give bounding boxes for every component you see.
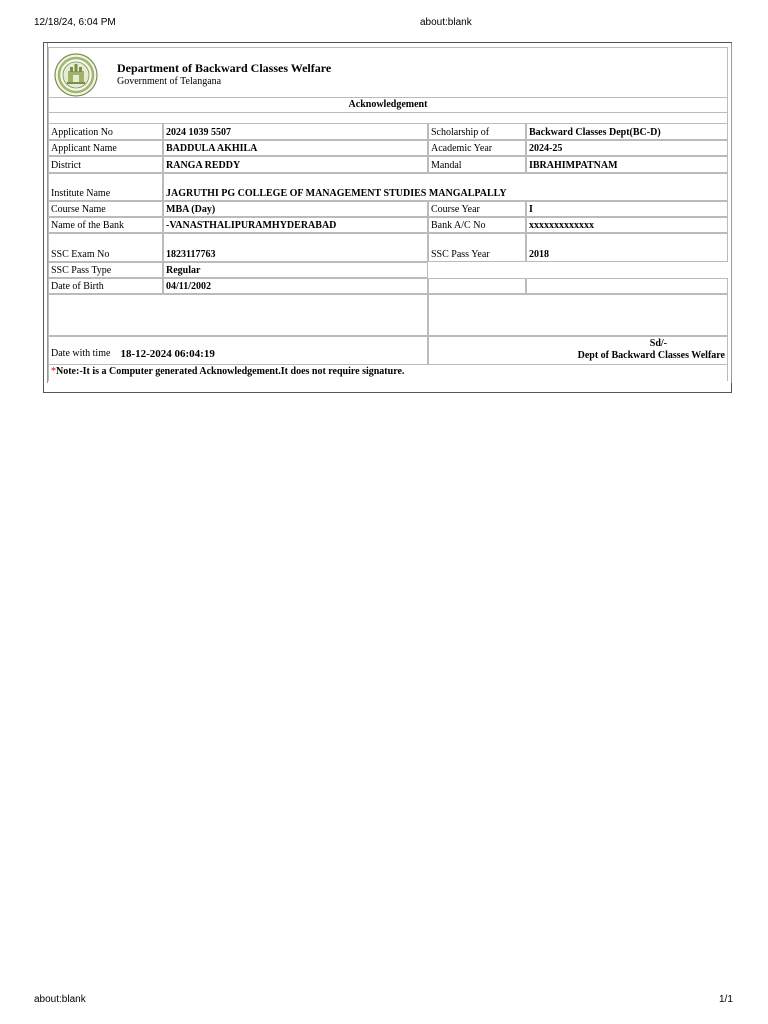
acknowledgement-document (43, 42, 732, 393)
print-datetime: 12/18/24, 6:04 PM (34, 17, 116, 28)
bank-name-value: -VANASTHALIPURAMHYDERABAD (163, 217, 428, 233)
course-year-label: Course Year (428, 201, 526, 217)
mandal-value: IBRAHIMPATNAM (526, 156, 728, 173)
department-title: Department of Backward Classes Welfare (117, 61, 332, 75)
course-name-label: Course Name (48, 201, 163, 217)
computer-generated-note (48, 365, 728, 381)
ssc-pass-type-label: SSC Pass Type (48, 262, 163, 278)
note-text: Note:-It is a Computer generated Acknowledgement.It does not require signature. (56, 366, 405, 377)
date-with-time-cell (48, 336, 428, 365)
signature-cell (428, 336, 728, 365)
dob-value: 04/11/2002 (163, 278, 428, 294)
institute-name-label: Institute Name (48, 173, 163, 201)
ssc-exam-no-value: 1823117763 (163, 233, 428, 262)
district-label: District (48, 156, 163, 173)
mandal-label: Mandal (428, 156, 526, 173)
application-no-value: 2024 1039 5507 (163, 123, 428, 140)
signatory-text: Dept of Backward Classes Welfare (577, 350, 725, 361)
course-year-value: I (526, 201, 728, 217)
applicant-name-value: BADDULA AKHILA (163, 140, 428, 156)
date-with-time-value: 18-12-2024 06:04:19 (120, 348, 215, 360)
applicant-name-label: Applicant Name (48, 140, 163, 156)
application-no-label: Application No (48, 123, 163, 140)
empty-cell (428, 278, 526, 294)
telangana-emblem-icon (54, 53, 98, 97)
blank-block (428, 294, 728, 336)
ssc-pass-year-label: SSC Pass Year (428, 233, 526, 262)
spacer-row (48, 113, 728, 123)
blank-block (48, 294, 428, 336)
academic-year-value: 2024-25 (526, 140, 728, 156)
empty-cell (526, 278, 728, 294)
ssc-pass-type-value: Regular (163, 262, 428, 278)
bank-ac-label: Bank A/C No (428, 217, 526, 233)
note-asterisk: * (51, 366, 56, 377)
acknowledgement-title: Acknowledgement (48, 98, 728, 113)
department-subtitle: Government of Telangana (117, 76, 222, 87)
ssc-pass-year-value: 2018 (526, 233, 728, 262)
institute-name-value: JAGRUTHI PG COLLEGE OF MANAGEMENT STUDIES MANGALPALLY (163, 173, 728, 201)
print-url-top: about:blank (420, 17, 472, 28)
bank-name-label: Name of the Bank (48, 217, 163, 233)
course-name-value: MBA (Day) (163, 201, 428, 217)
academic-year-label: Academic Year (428, 140, 526, 156)
ssc-exam-no-label: SSC Exam No (48, 233, 163, 262)
district-value: RANGA REDDY (163, 156, 428, 173)
dob-label: Date of Birth (48, 278, 163, 294)
date-with-time-label: Date with time (51, 348, 111, 359)
bank-ac-value: xxxxxxxxxxxxx (526, 217, 728, 233)
print-url-bottom: about:blank (34, 994, 86, 1005)
scholarship-value: Backward Classes Dept(BC-D) (526, 123, 728, 140)
scholarship-label: Scholarship of (428, 123, 526, 140)
page-count: 1/1 (719, 994, 733, 1005)
sd-text: Sd/- (649, 338, 667, 349)
department-header (48, 47, 728, 98)
